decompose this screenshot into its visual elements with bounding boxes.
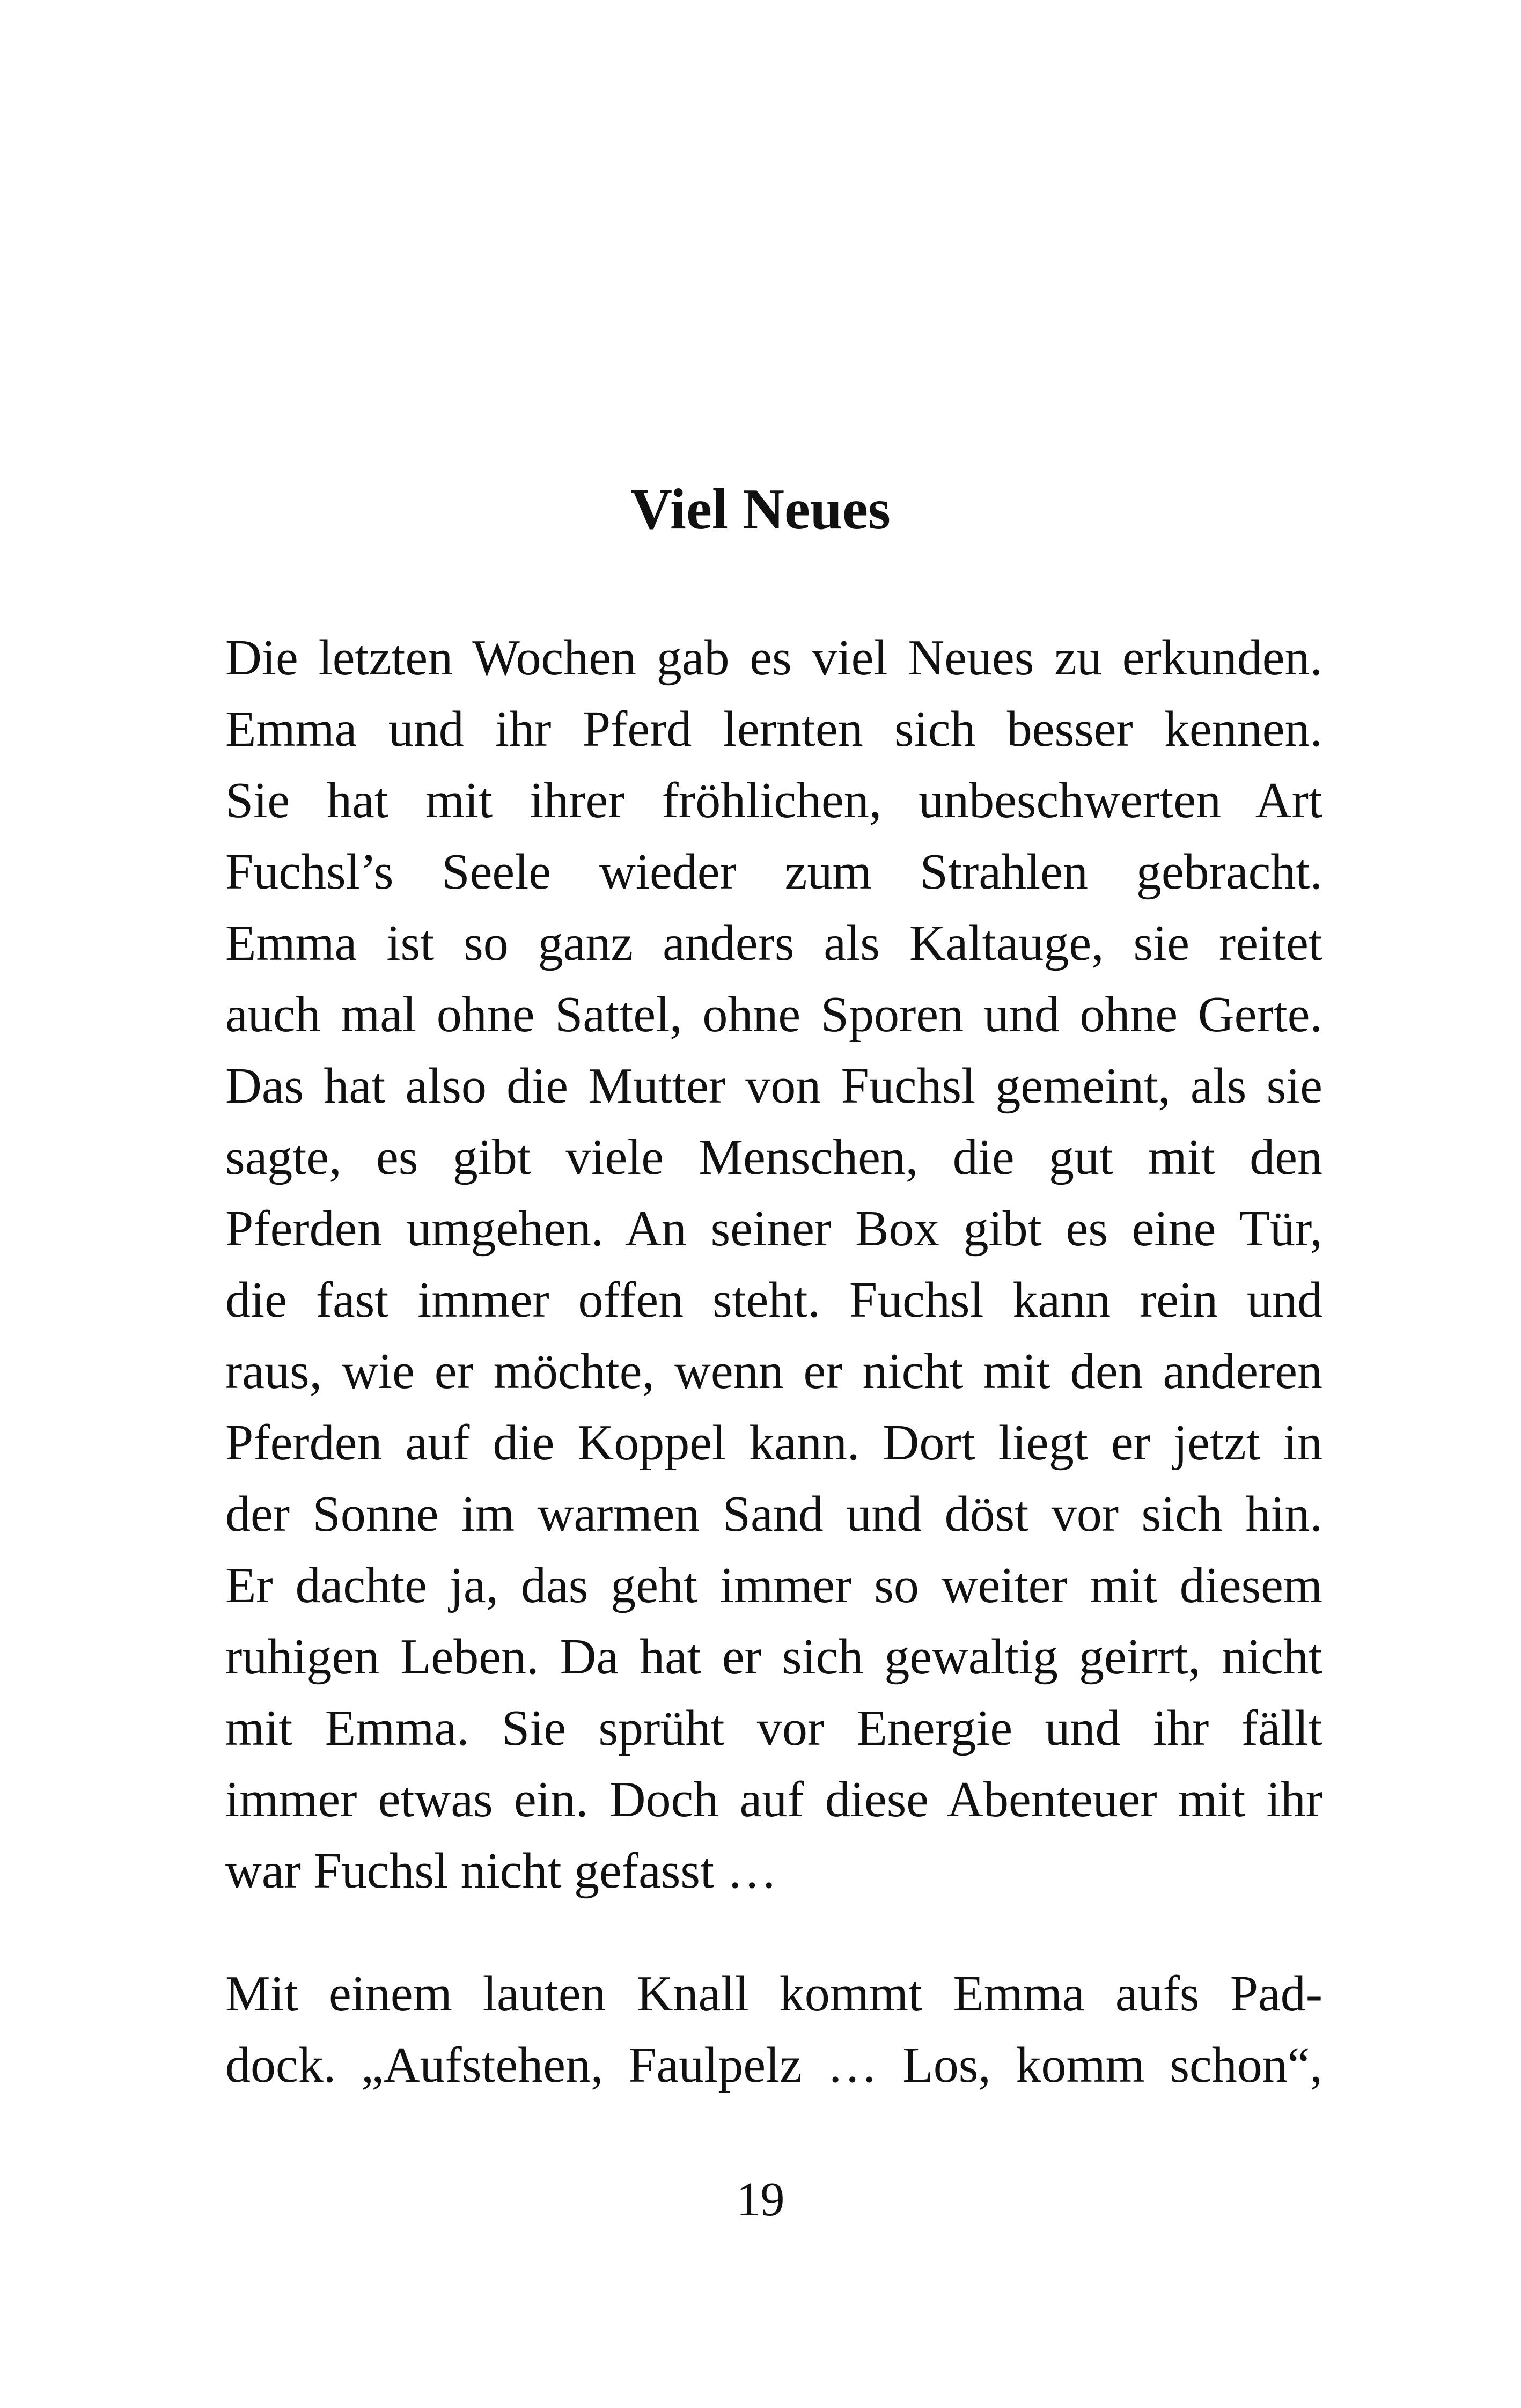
text-line: Er dachte ja, das geht immer so weiter mit diesem	[225, 1558, 1322, 1613]
text-line: sagte, es gibt viele Menschen, die gut mit den	[225, 1129, 1322, 1185]
text-line: immer etwas ein. Doch auf diese Abenteuer mit ihr	[225, 1772, 1322, 1827]
paragraph-1	[225, 622, 1322, 1907]
text-line: war Fuchsl nicht gefasst …	[225, 1843, 777, 1899]
text-line: Mit einem lauten Knall kommt Emma aufs Pad-	[225, 1966, 1322, 2022]
text-line: Das hat also die Mutter von Fuchsl gemeint, als sie	[225, 1058, 1322, 1114]
text-line: mit Emma. Sie sprüht vor Energie und ihr fällt	[225, 1700, 1322, 1756]
text-line: der Sonne im warmen Sand und döst vor sich hin.	[225, 1486, 1322, 1542]
text-line: raus, wie er möchte, wenn er nicht mit den anderen	[225, 1344, 1322, 1399]
text-line: Emma und ihr Pferd lernten sich besser kennen.	[225, 701, 1322, 757]
text-line: Fuchsl’s Seele wieder zum Strahlen gebracht.	[225, 844, 1322, 900]
text-line: Emma ist so ganz anders als Kaltauge, sie reitet	[225, 915, 1322, 971]
page-number: 19	[736, 2173, 785, 2226]
text-line: ruhigen Leben. Da hat er sich gewaltig geirrt, nicht	[225, 1629, 1322, 1685]
paragraph-2	[225, 1958, 1322, 2101]
text-line: dock. „Aufstehen, Faulpelz … Los, komm schon“,	[225, 2037, 1322, 2093]
chapter-title: Viel Neues	[630, 478, 891, 541]
text-line: auch mal ohne Sattel, ohne Sporen und ohne Gerte.	[225, 987, 1322, 1043]
text-line: Die letzten Wochen gab es viel Neues zu erkunden.	[225, 630, 1322, 686]
text-line: Pferden auf die Koppel kann. Dort liegt er jetzt in	[225, 1415, 1322, 1471]
text-line: die fast immer offen steht. Fuchsl kann rein und	[225, 1272, 1322, 1328]
text-line: Sie hat mit ihrer fröhlichen, unbeschwerten Art	[225, 773, 1322, 828]
text-line: Pferden umgehen. An seiner Box gibt es eine Tür,	[225, 1201, 1322, 1257]
